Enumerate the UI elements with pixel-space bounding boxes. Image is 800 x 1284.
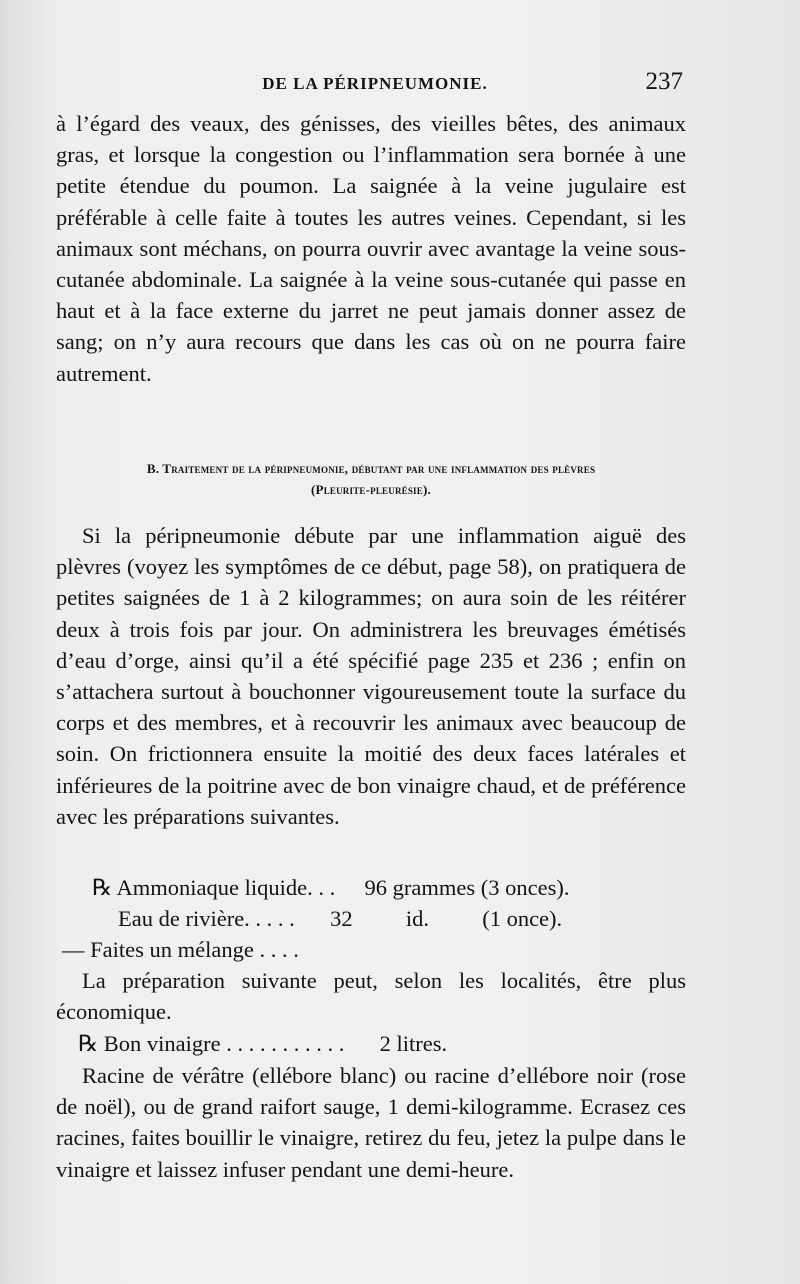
paragraph-2-text: Si la péripneumonie débute par une inflammation aiguë des plèvres (voyez les symptômes de ce début, page 58), on pratiquera de petites saignées de 1 à 2 kilogrammes; on aura soin de les réitérer deux à trois fois par jour. On administrera les breuvages émétisés d’eau d’orge, ainsi qu’il a été spécifié page 235 et 236 ; enfin on s’attachera surtout à bouchonner vigoureusement toute la surface du corps et des membres, et à recouvrir les animaux avec beaucoup de soin. On frictionnera ensuite la moitié des deux faces latérales et inférieures de la poitrine avec de bon vinaigre chaud, et de préférence avec les préparations suivantes. [56, 523, 686, 829]
recipe-1-qty-2: 32 [330, 906, 353, 931]
paragraph-3-text: La préparation suivante peut, selon les localités, être plus économique. [56, 968, 686, 1025]
section-heading-line-1: B. Traitement de la péripneumonie, débutant par une inflammation des plèvres [146, 461, 596, 476]
paragraph-2 [56, 520, 686, 832]
paragraph-1-text: à l’égard des veaux, des génisses, des vieilles bêtes, des animaux gras, et lorsque la congestion ou l’inflammation sera bornée à une petite étendue du poumon. La saignée à la veine jugulaire est préférable à celle faite à toutes les autres veines. Cependant, si les animaux sont méchans, on pourra ouvrir avec avantage la veine sous-cutanée abdominale. La saignée à la veine sous-cutanée qui passe en haut et à la face externe du jarret ne peut jamais donner assez de sang; on n’y aura recours que dans les cas où on ne pourra faire autrement. [56, 111, 686, 386]
recipe-1-line-2 [118, 903, 562, 934]
recipe-2-item: ℞ Bon vinaigre . . . . . . . . . . . [78, 1031, 345, 1056]
paragraph-3 [56, 965, 686, 1027]
recipe-2-qty: 2 litres. [379, 1031, 448, 1056]
section-heading-line-2: (Pleurite-pleurésie). [311, 482, 431, 497]
recipe-1-qty-1: 96 grammes (3 onces). [364, 875, 570, 900]
recipe-1-item-1: ℞ Ammoniaque liquide. . . [92, 875, 336, 900]
page-number: 237 [645, 68, 683, 95]
paragraph-4 [56, 1060, 686, 1185]
recipe-2-line [78, 1028, 447, 1059]
recipe-1-line-3: — Faites un mélange . . . . [62, 937, 299, 962]
paragraph-4-text: Racine de vérâtre (ellébore blanc) ou racine d’ellébore noir (rose de noël), ou de grand raifort sauge, 1 demi-kilogramme. Ecrasez ces racines, faites bouillir le vinaigre, retirez du feu, jetez la pulpe dans le vinaigre et laissez infuser pendant une demi-heure. [56, 1063, 686, 1182]
recipe-1-item-2: Eau de rivière. . . . . [118, 906, 295, 931]
paragraph-1 [56, 108, 686, 389]
recipe-1-line-1 [92, 872, 569, 903]
section-heading [56, 458, 686, 500]
recipe-1-unit-2: id. [405, 906, 429, 931]
page-header [55, 68, 695, 104]
recipe-1-note-2: (1 once). [482, 906, 563, 931]
running-title: DE LA PÉRIPNEUMONIE. [262, 74, 488, 93]
